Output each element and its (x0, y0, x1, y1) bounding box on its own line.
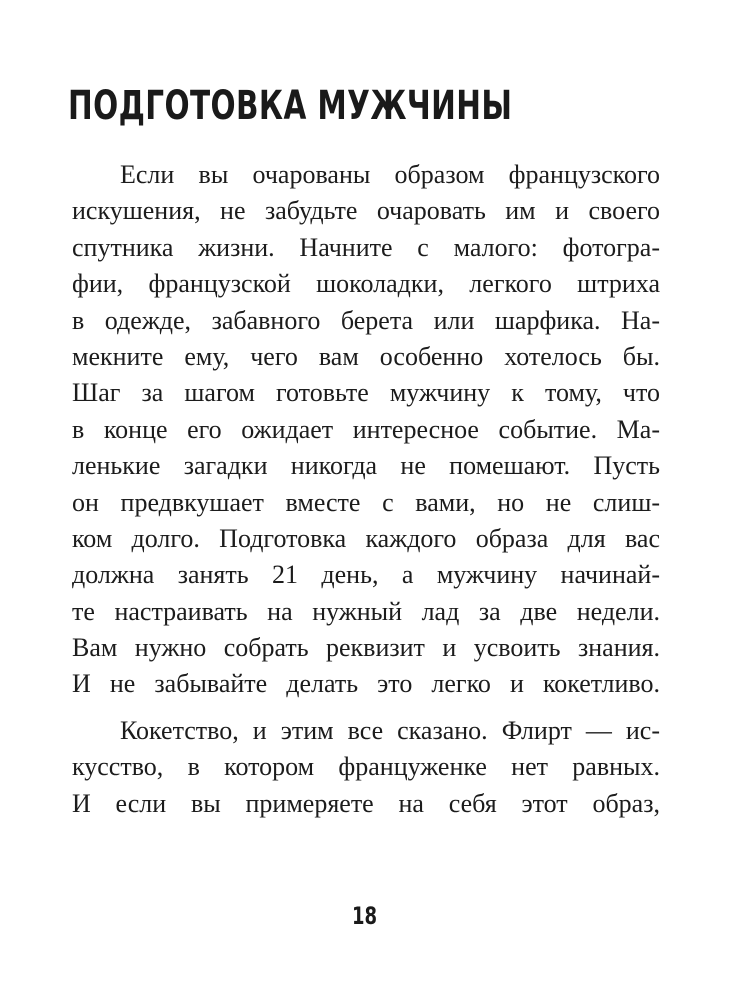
paragraph-gap (72, 703, 660, 713)
paragraph-2-line-1: Кокетство, и этим все сказано. Флирт — ис- (120, 715, 660, 745)
paragraph-2-line-2: кусство, в котором француженке нет равных. (72, 752, 660, 782)
paragraph-1-line-14: Вам нужно собрать реквизит и усвоить знания. (72, 633, 660, 663)
paragraph-2-line-3: И если вы примеряете на себя этот образ, (72, 788, 660, 818)
body-text (72, 157, 660, 822)
paragraph-1-line-1: Если вы очарованы образом французского (120, 160, 660, 189)
paragraph-1-line-5: в одежде, забавного берета или шарфика. На- (72, 305, 660, 335)
page-number: 18 (351, 902, 378, 930)
paragraph-1-line-9: ленькие загадки никогда не помешают. Пусть (72, 451, 660, 481)
paragraph-1-line-13: те настраивать на нужный лад за две недели. (72, 596, 660, 626)
chapter-heading: ПОДГОТОВКА МУЖЧИНЫ (68, 83, 513, 129)
paragraph-1-line-4: фии, французской шоколадки, легкого штриха (72, 269, 660, 299)
paragraph-1-line-12: должна занять 21 день, а мужчину начинай- (72, 560, 660, 590)
paragraph-1-line-15: И не забывайте делать это легко и кокетливо. (72, 669, 660, 699)
paragraph-1-line-7: Шаг за шагом готовьте мужчину к тому, что (72, 378, 660, 408)
paragraph-1-line-8: в конце его ожидает интересное событие. Ма- (72, 414, 660, 444)
paragraph-1-line-6: мекните ему, чего вам особенно хотелось бы. (72, 341, 660, 371)
paragraph-1-line-10: он предвкушает вместе с вами, но не слиш- (72, 487, 660, 517)
paragraph-1-line-3: спутника жизни. Начните с малого: фотогра- (72, 232, 660, 262)
paragraph-1-line-11: ком долго. Подготовка каждого образа для вас (72, 523, 660, 553)
paragraph-1-line-2: искушения, не забудьте очаровать им и своего (72, 196, 660, 226)
